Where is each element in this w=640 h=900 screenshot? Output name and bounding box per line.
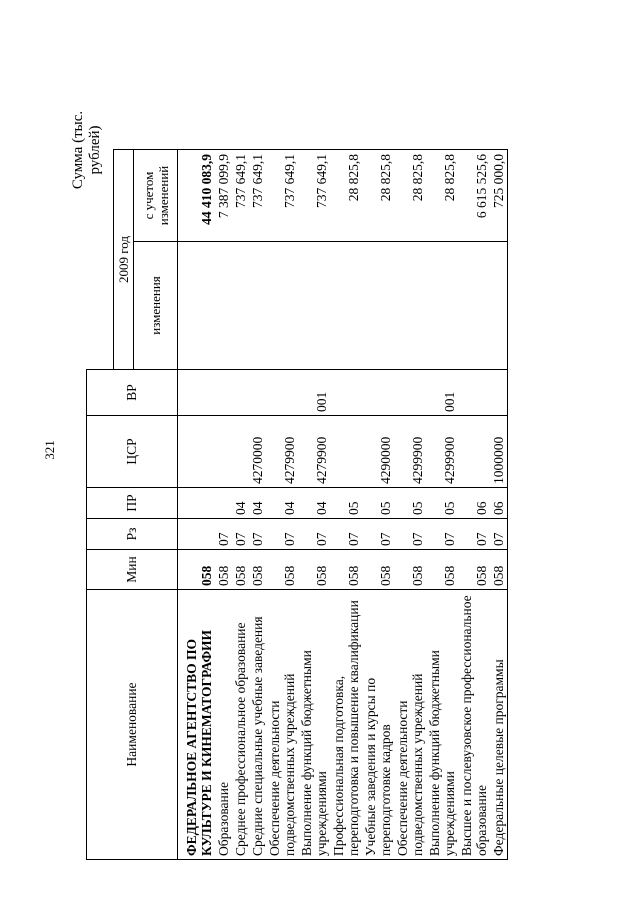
table-row (362, 150, 394, 860)
row-rz: 07 (362, 519, 394, 550)
row-min: 058 (232, 550, 249, 590)
header-vr: ВР (87, 370, 178, 416)
row-csr: 4290000 (362, 416, 394, 488)
row-name: ФЕДЕРАЛЬНОЕ АГЕНТСТВО ПО КУЛЬТУРЕ И КИНЕМАТОГРАФИИ (178, 590, 216, 860)
row-csr: 1000000 (490, 416, 508, 488)
row-min: 058 (330, 550, 362, 590)
row-vr (178, 370, 216, 416)
row-pr: 05 (330, 488, 362, 519)
row-rz: 07 (266, 519, 298, 550)
header-rz: Рз (87, 519, 178, 550)
row-csr (330, 416, 362, 488)
row-rz: 07 (330, 519, 362, 550)
row-vr (215, 370, 232, 416)
row-csr (458, 416, 490, 488)
row-csr: 4279900 (298, 416, 330, 488)
row-name: Образование (215, 590, 232, 860)
row-pr: 05 (362, 488, 394, 519)
row-pr: 06 (458, 488, 490, 519)
row-pr: 05 (394, 488, 426, 519)
row-vr (458, 370, 490, 416)
row-vr: 001 (298, 370, 330, 416)
row-vr (362, 370, 394, 416)
table-row (266, 150, 298, 860)
row-vr: 001 (426, 370, 458, 416)
row-csr: 4299900 (426, 416, 458, 488)
row-pr: 04 (298, 488, 330, 519)
row-vr (394, 370, 426, 416)
row-changes (249, 242, 266, 370)
row-name: Среднее профессиональное образование (232, 590, 249, 860)
row-pr (215, 488, 232, 519)
row-changes (394, 242, 426, 370)
row-total: 6 615 525,6 (458, 150, 490, 242)
row-pr: 04 (249, 488, 266, 519)
header-pr: ПР (87, 488, 178, 519)
row-total: 28 825,8 (426, 150, 458, 242)
header-year: 2009 год (114, 150, 134, 370)
row-total: 725 000,0 (490, 150, 508, 242)
row-rz: 07 (458, 519, 490, 550)
row-total: 737 649,1 (249, 150, 266, 242)
row-pr: 05 (426, 488, 458, 519)
row-rz: 07 (249, 519, 266, 550)
row-min: 058 (178, 550, 216, 590)
row-vr (249, 370, 266, 416)
row-min: 058 (298, 550, 330, 590)
budget-table (86, 149, 508, 860)
row-name: Обеспечение деятельности подведомственных учреждений (394, 590, 426, 860)
header-name: Наименование (87, 590, 178, 860)
row-name: Выполнение функций бюджетными учреждениями (298, 590, 330, 860)
row-pr: 04 (266, 488, 298, 519)
row-csr (215, 416, 232, 488)
row-vr (330, 370, 362, 416)
row-rz: 07 (426, 519, 458, 550)
row-csr: 4279900 (266, 416, 298, 488)
row-csr (232, 416, 249, 488)
row-total: 7 387 099,9 (215, 150, 232, 242)
row-changes (232, 242, 249, 370)
row-pr (178, 488, 216, 519)
units-caption: Сумма (тыс. рублей) (70, 110, 103, 190)
table-row (298, 150, 330, 860)
row-min: 058 (426, 550, 458, 590)
row-total: 737 649,1 (266, 150, 298, 242)
row-name: Учебные заведения и курсы по переподготовке кадров (362, 590, 394, 860)
table-row (394, 150, 426, 860)
row-vr (490, 370, 508, 416)
row-changes (215, 242, 232, 370)
row-vr (266, 370, 298, 416)
row-name: Обеспечение деятельности подведомственных учреждений (266, 590, 298, 860)
table-row (490, 150, 508, 860)
row-changes (178, 242, 216, 370)
row-min: 058 (249, 550, 266, 590)
row-min: 058 (394, 550, 426, 590)
header-with-changes: с учетом изменений (134, 150, 178, 242)
table-row (458, 150, 490, 860)
row-csr (178, 416, 216, 488)
row-total: 28 825,8 (362, 150, 394, 242)
header-spacer (87, 150, 114, 370)
row-csr: 4299900 (394, 416, 426, 488)
header-changes: изменения (134, 242, 178, 370)
row-min: 058 (490, 550, 508, 590)
row-csr: 4270000 (249, 416, 266, 488)
row-vr (232, 370, 249, 416)
table-row (330, 150, 362, 860)
row-changes (490, 242, 508, 370)
row-min: 058 (266, 550, 298, 590)
table-row (426, 150, 458, 860)
header-min: Мин (87, 550, 178, 590)
table-row (232, 150, 249, 860)
row-changes (266, 242, 298, 370)
row-name: Выполнение функций бюджетными учреждениями (426, 590, 458, 860)
row-rz: 07 (215, 519, 232, 550)
header-csr: ЦСР (87, 416, 178, 488)
row-name: Профессиональная подготовка, переподготовка и повышение квалификации (330, 590, 362, 860)
table-row (249, 150, 266, 860)
row-total: 737 649,1 (232, 150, 249, 242)
row-name: Федеральные целевые программы (490, 590, 508, 860)
table-row (215, 150, 232, 860)
row-pr: 06 (490, 488, 508, 519)
row-pr: 04 (232, 488, 249, 519)
row-total: 28 825,8 (330, 150, 362, 242)
row-name: Средние специальные учебные заведения (249, 590, 266, 860)
row-changes (298, 242, 330, 370)
row-name: Высшее и послевузовское профессиональное образование (458, 590, 490, 860)
row-changes (362, 242, 394, 370)
row-total: 737 649,1 (298, 150, 330, 242)
row-min: 058 (458, 550, 490, 590)
row-rz: 07 (298, 519, 330, 550)
row-rz: 07 (232, 519, 249, 550)
row-rz (178, 519, 216, 550)
row-rz: 07 (490, 519, 508, 550)
row-changes (426, 242, 458, 370)
row-min: 058 (215, 550, 232, 590)
row-total: 44 410 083,9 (178, 150, 216, 242)
row-rz: 07 (394, 519, 426, 550)
page-number: 321 (42, 440, 57, 460)
row-changes (458, 242, 490, 370)
row-total: 28 825,8 (394, 150, 426, 242)
row-min: 058 (362, 550, 394, 590)
row-changes (330, 242, 362, 370)
table-row (178, 150, 216, 860)
